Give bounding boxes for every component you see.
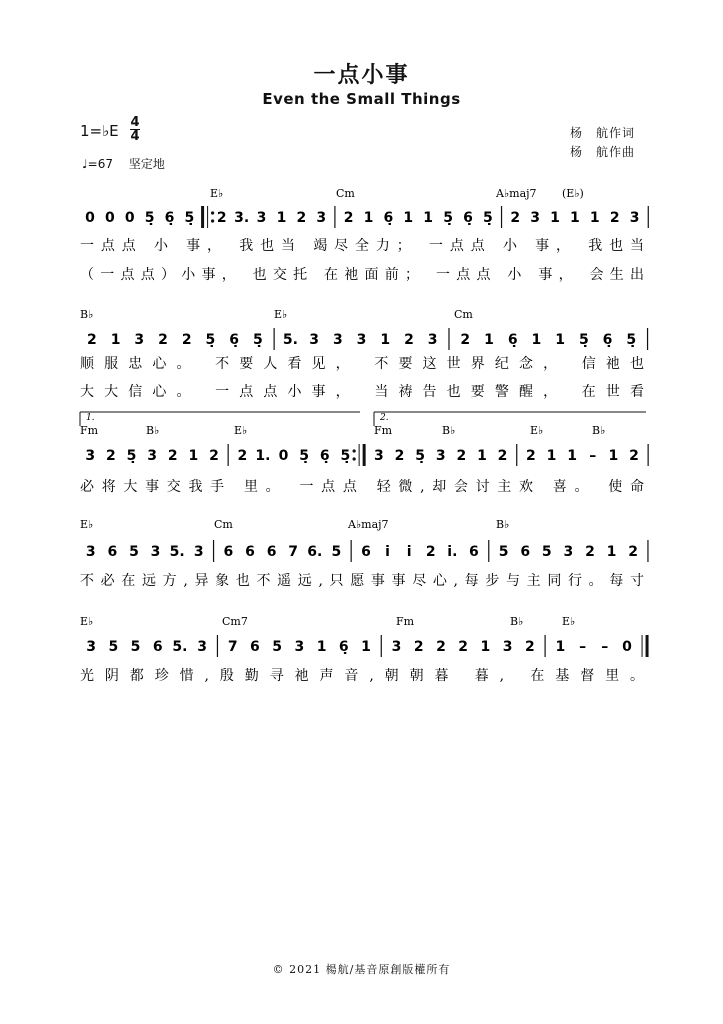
note: 2 <box>456 448 467 464</box>
note: 3 <box>435 448 446 464</box>
note: 1 <box>555 639 566 655</box>
note: 6 <box>520 544 531 560</box>
chord-symbol: E♭ <box>80 518 94 531</box>
note: 5̣ <box>482 210 493 226</box>
note: 5̣ <box>205 332 216 348</box>
chord-symbol: E♭ <box>562 615 576 628</box>
meter-bottom: 4 <box>130 129 140 144</box>
chord-symbol: Fm <box>80 424 99 437</box>
note: 1 <box>589 210 600 226</box>
note: i <box>385 544 390 560</box>
note: 3 <box>427 332 438 348</box>
chord-symbol: E♭ <box>80 615 94 628</box>
note: 5 <box>541 544 552 560</box>
note: 2 <box>629 448 639 464</box>
note: 5̣ <box>126 448 137 464</box>
repeat-dot <box>353 449 356 452</box>
note: 5 <box>272 639 283 655</box>
lyric-line: （一点点）小事， 也交托 在祂面前； 一点点 小 事， 会生出 <box>80 267 644 283</box>
note: 1. <box>255 448 271 464</box>
note: 1 <box>188 448 199 464</box>
note: 0 <box>104 210 115 226</box>
note: i. <box>447 544 458 560</box>
note: 5̣ <box>184 210 195 226</box>
lyric-line: 光阴都珍惜,殷勤寻祂声音,朝朝暮 暮, 在基督里。 <box>80 668 644 684</box>
note: 2 <box>526 448 536 464</box>
chord-symbol: E♭ <box>530 424 544 437</box>
chord-symbol: B♭ <box>442 424 456 437</box>
note: 5̣ <box>252 332 263 348</box>
note: 5. <box>172 639 188 655</box>
note: 2 <box>524 639 535 655</box>
repeat-dot <box>211 211 214 214</box>
note: 1 <box>567 448 578 464</box>
note: 5̣ <box>299 448 310 464</box>
lyric-line: 一点点 小 事， 我也当 竭尽全力； 一点点 小 事， 我也当 <box>80 238 644 254</box>
chord-symbol: Cm <box>454 308 473 321</box>
chord-symbol: E♭ <box>210 187 224 200</box>
note: 2 <box>167 448 178 464</box>
note: – <box>579 639 587 655</box>
note: 2 <box>296 210 307 226</box>
note: 1 <box>484 332 494 348</box>
note: 2 <box>609 210 620 226</box>
note: 3. <box>234 210 250 226</box>
lyric-line: 大大信心。 一点点小事， 当祷告也要警醒， 在世看 <box>80 384 645 400</box>
note: 2 <box>497 448 508 464</box>
note: 3 <box>563 544 574 560</box>
note: 1 <box>110 332 121 348</box>
note: 5̣ <box>443 210 453 226</box>
note: 6 <box>361 544 371 560</box>
note: 3 <box>86 639 96 655</box>
note: 6̣ <box>383 210 394 226</box>
copyright-notice: © 2021 楊航/基音原創版權所有 <box>272 963 451 976</box>
chord-symbol: B♭ <box>496 518 510 531</box>
note: – <box>601 639 609 655</box>
note: 7 <box>227 639 238 655</box>
chord-symbol: B♭ <box>80 308 94 321</box>
note: 6̣ <box>507 332 518 348</box>
note: 3 <box>193 544 204 560</box>
note: 6̣ <box>463 210 473 226</box>
note: 3 <box>150 544 161 560</box>
note: 5. <box>169 544 185 560</box>
note: 2 <box>458 639 469 655</box>
note: 5 <box>498 544 509 560</box>
chord-symbol: Fm <box>396 615 415 628</box>
composer-credit: 杨 航作曲 <box>570 145 636 159</box>
note: 5 <box>108 639 119 655</box>
repeat-dot <box>353 457 356 460</box>
chord-symbol: (E♭) <box>562 187 584 200</box>
note: 2 <box>158 332 168 348</box>
note: 0 <box>278 448 289 464</box>
note: 2 <box>181 332 192 348</box>
note: 6 <box>469 544 479 560</box>
expression-marking: 坚定地 <box>128 157 165 171</box>
volta-number: 1. <box>86 413 95 423</box>
note: 6 <box>223 544 234 560</box>
note: i <box>406 544 412 560</box>
note: 1 <box>477 448 487 464</box>
note: 5 <box>129 544 139 560</box>
note: 2 <box>585 544 595 560</box>
chord-symbol: B♭ <box>146 424 160 437</box>
note: 3 <box>374 448 384 464</box>
note: 7 <box>288 544 299 560</box>
note: 5̣ <box>626 332 637 348</box>
note: 1 <box>361 639 371 655</box>
chord-symbol: Cm <box>214 518 233 531</box>
meter-top: 4 <box>130 115 140 130</box>
repeat-dot <box>211 219 214 222</box>
chord-symbol: Cm <box>336 187 355 200</box>
note: 3 <box>356 332 367 348</box>
volta-number: 2. <box>380 413 389 423</box>
note: 1 <box>555 332 565 348</box>
note: 6. <box>307 544 323 560</box>
note: 3 <box>134 332 145 348</box>
chord-symbol: E♭ <box>234 424 248 437</box>
chord-symbol: B♭ <box>592 424 606 437</box>
note: 3 <box>316 210 327 226</box>
note: 6 <box>245 544 255 560</box>
note: 2 <box>86 332 97 348</box>
chord-symbol: Cm7 <box>222 615 248 628</box>
note: 2 <box>510 210 521 226</box>
note: 3 <box>197 639 208 655</box>
lyric-line: 不必在远方,异象也不遥远,只愿事事尽心,每步与主同行。每寸 <box>80 573 644 589</box>
note: 1 <box>480 639 491 655</box>
note: 5̣ <box>340 448 351 464</box>
note: 2 <box>237 448 248 464</box>
note: 2 <box>425 544 436 560</box>
lyric-line: 顺服忠心。 不要人看见， 不要这世界纪念， 信祂也 <box>80 356 645 372</box>
note: 2 <box>216 210 227 226</box>
note: 1 <box>606 544 617 560</box>
note: 2 <box>628 544 638 560</box>
note: 1 <box>608 448 619 464</box>
chord-symbol: A♭maj7 <box>496 187 537 200</box>
note: 5̣ <box>415 448 425 464</box>
note: 0 <box>85 210 95 226</box>
note: 3 <box>309 332 320 348</box>
note: 1 <box>546 448 557 464</box>
note: 2 <box>209 448 219 464</box>
key-signature: 1=♭E <box>80 122 119 140</box>
note: 6 <box>266 544 277 560</box>
chord-symbol: E♭ <box>274 308 288 321</box>
note: 6̣ <box>319 448 330 464</box>
note: 3 <box>391 639 402 655</box>
note: 1 <box>550 210 560 226</box>
note: 5 <box>130 639 141 655</box>
note: 6̣ <box>602 332 613 348</box>
note: 2 <box>436 639 446 655</box>
note: 2 <box>394 448 405 464</box>
note: 2 <box>404 332 414 348</box>
note: 6 <box>152 639 163 655</box>
note: 6̣ <box>164 210 175 226</box>
note: 1 <box>403 210 414 226</box>
note: 0 <box>124 210 135 226</box>
note: 1 <box>316 639 327 655</box>
note: 3 <box>332 332 343 348</box>
note: 3 <box>147 448 158 464</box>
note: 2 <box>413 639 424 655</box>
note: 5. <box>282 332 298 348</box>
note: 0 <box>622 639 632 655</box>
chord-symbol: B♭ <box>510 615 524 628</box>
song-subtitle: Even the Small Things <box>262 90 461 108</box>
note: 5̣ <box>578 332 589 348</box>
note: 3 <box>294 639 305 655</box>
note: 6 <box>250 639 260 655</box>
note: 3 <box>85 544 96 560</box>
note: 3 <box>256 210 267 226</box>
note: 1 <box>363 210 374 226</box>
note: 6 <box>107 544 118 560</box>
note: 3 <box>629 210 640 226</box>
note: 2 <box>460 332 471 348</box>
note: – <box>589 448 597 464</box>
note: 5 <box>331 544 342 560</box>
lyric-line: 必将大事交我手 里。 一点点 轻微,却会讨主欢 喜。 使命 <box>80 479 644 495</box>
note: 1 <box>531 332 542 348</box>
tempo-value: ♩=67 <box>82 157 113 171</box>
chord-symbol: A♭maj7 <box>348 518 389 531</box>
note: 1 <box>570 210 580 226</box>
note: 3 <box>502 639 513 655</box>
note: 1 <box>423 210 434 226</box>
note: 1 <box>276 210 287 226</box>
note: 6̣ <box>338 639 349 655</box>
note: 5̣ <box>144 210 155 226</box>
note: 2 <box>343 210 354 226</box>
lyricist-credit: 杨 航作词 <box>570 126 636 140</box>
note: 6̣ <box>229 332 239 348</box>
note: 2 <box>106 448 116 464</box>
note: 3 <box>530 210 540 226</box>
chord-symbol: Fm <box>374 424 393 437</box>
note: 1 <box>380 332 391 348</box>
song-title: 一点小事 <box>313 62 410 88</box>
note: 3 <box>85 448 96 464</box>
